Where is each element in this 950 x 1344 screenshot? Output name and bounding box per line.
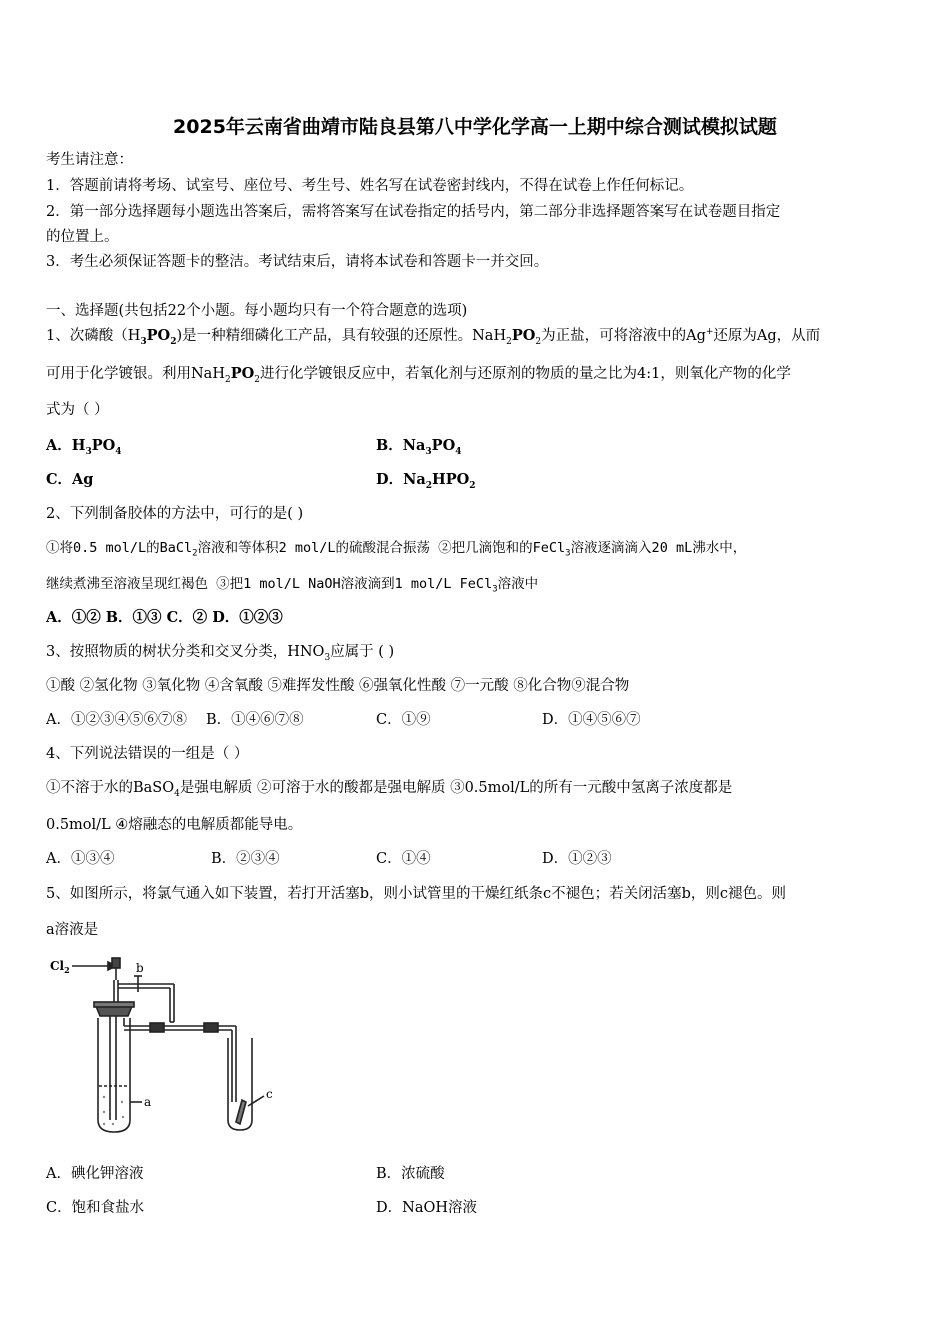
notice-item-3: 3．考生必须保证答题卡的整洁。考试结束后，请将本试卷和答题卡一并交回。 [46,254,549,270]
q4-option-b: B．②③④ [211,851,280,867]
notice-item-2: 2．第一部分选择题每小题选出答案后，需将答案写在试卷指定的括号内，第二部分非选择题答案写在试卷题目指定 [46,204,781,220]
q3-stem: 3、按照物质的树状分类和交叉分类，$HNO_3$应属于 ( ) [46,644,395,663]
q4-option-a: A．①③④ [46,851,115,867]
paper-strip [236,1100,246,1124]
label-c: c [266,1087,273,1101]
q1-stem-line2: 可用于化学镀银。利用$NaH_2PO_2$进行化学镀银反应中，若氧化剂与还原剂的物质的量之比为4:1，则氧化产物的化学 [46,365,791,385]
q2-stem: 2、下列制备胶体的方法中，可行的是( ) [46,506,304,522]
large-test-tube [98,1018,130,1132]
notice-heading: 考生请注意： [46,152,133,168]
q3-option-d: D．①④⑤⑥⑦ [542,712,641,728]
q4-stem: 4、下列说法错误的一组是（ ） [46,746,249,762]
q3-items: ①酸 ②氢化物 ③氧化物 ④含氧酸 ⑤难挥发性酸 ⑥强氧化性酸 ⑦一元酸 ⑧化合物⑨混合物 [46,678,630,694]
q2-body-line2: 继续煮沸至溶液呈现红褐色 ③把1 mol/L NaOH溶液滴到1 mol/L FeCl$_3$溶液中 [46,576,539,595]
q4-body-line2: 0.5mol/L ④熔融态的电解质都能导电。 [46,817,303,833]
q3-option-b: B．①④⑥⑦⑧ [206,712,304,728]
notice-item-1: 1．答题前请将考场、试室号、座位号、考生号、姓名写在试卷密封线内，不得在试卷上作任何标记。 [46,178,694,194]
q3-option-c: C．①⑨ [376,712,431,728]
q5-stem-line2: a溶液是 [46,922,99,938]
notice-item-2-cont: 的位置上。 [46,229,119,245]
page-title: 2025年云南省曲靖市陆良县第八中学化学高一上期中综合测试模拟试题 [173,116,777,138]
q4-body-line1: ①不溶于水的BaSO$_4$是强电解质 ②可溶于水的酸都是强电解质 ③0.5mol/L的所有一元酸中氢离子浓度都是 [46,780,733,799]
q2-options: A．①② B．①③ C．② D．①②③ [46,609,283,626]
q1-stem-line3: 式为（ ） [46,402,109,418]
section-heading: 一、选择题(共包括22个小题。每小题均只有一个符合题意的选项) [46,303,468,319]
q5-option-a: A．碘化钾溶液 [46,1166,144,1182]
apparatus-figure [46,952,296,1142]
q5-option-c: C．饱和食盐水 [46,1200,145,1216]
label-a: a [144,1095,152,1109]
label-cl2: $Cl_2$ [50,959,70,975]
q1-option-d: D．$Na_2HPO_2$ [376,471,476,491]
label-b: b [136,961,144,975]
q1-stem-line1: 1、次磷酸$(H_3PO_2)$是一种精细磷化工产品，具有较强的还原性。$NaH_2PO_2$为正盐，可将溶液中的Ag+还原为Ag，从而 [46,327,821,347]
q3-option-a: A．①②③④⑤⑥⑦⑧ [46,712,187,728]
q5-stem-line1: 5、如图所示，将氯气通入如下装置，若打开活塞b，则小试管里的干燥红纸条c不褪色；若关闭活塞b，则c褪色。则 [46,886,787,902]
q1-option-c: C．Ag [46,471,94,488]
q5-option-d: D．NaOH溶液 [376,1200,477,1216]
q4-option-c: C．①④ [376,851,431,867]
q2-body-line1: ①将0.5 mol/L的BaCl$_2$溶液和等体积2 mol/L的硫酸混合振荡 ②把几滴饱和的FeCl$_3$溶液逐滴滴入20 mL沸水中， [46,540,747,559]
q5-option-b: B．浓硫酸 [376,1166,445,1182]
q1-option-b: B．$Na_3PO_4$ [376,437,462,457]
q4-option-d: D．①②③ [542,851,612,867]
q1-option-a: A．$H_3PO_4$ [46,437,122,457]
